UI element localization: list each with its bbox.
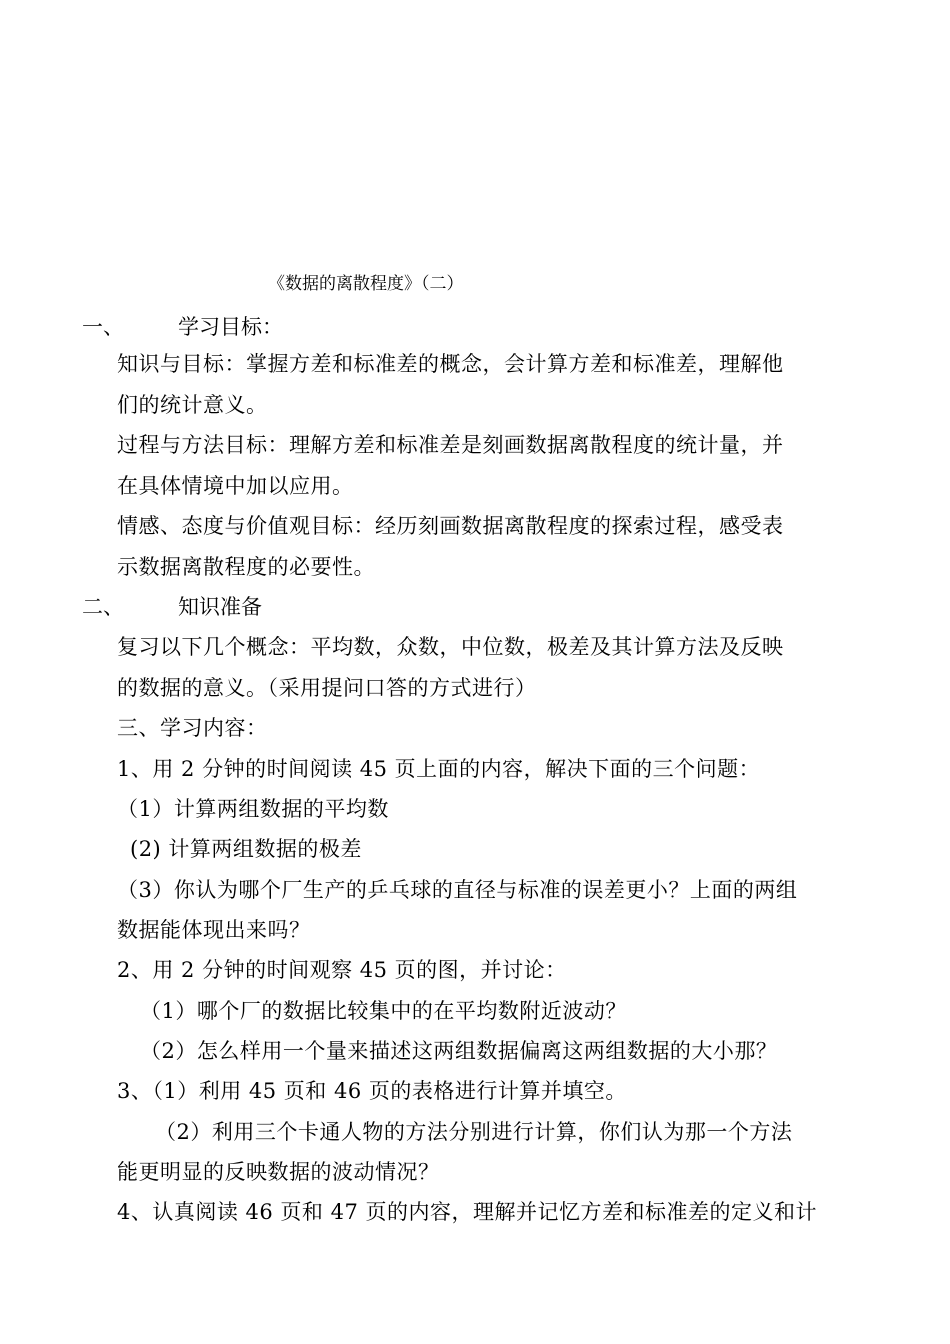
section1-heading: 学习目标： <box>178 315 283 339</box>
section3-line-9: 3、（1）利用 45 页和 46 页的表格进行计算并填空。 <box>117 1079 627 1103</box>
section3-line-1: 1、用 2 分钟的时间阅读 45 页上面的内容，解决下面的三个问题： <box>117 757 761 781</box>
section3-line-8: （2）怎么样用一个量来描述这两组数据偏离这两组数据的大小那？ <box>140 1039 778 1063</box>
section1-line-5: 情感、态度与价值观目标：经历刻画数据离散程度的探索过程，感受表 <box>117 514 784 538</box>
section3-line-11: 能更明显的反映数据的波动情况？ <box>117 1160 440 1184</box>
section3-line-4: （3）你认为哪个厂生产的乒乓球的直径与标准的误差更小？上面的两组 <box>117 878 798 902</box>
section3-heading: 三、学习内容： <box>117 716 268 740</box>
section1-number: 一、 <box>82 315 124 339</box>
section3-line-12: 4、认真阅读 46 页和 47 页的内容，理解并记忆方差和标准差的定义和计 <box>117 1200 818 1224</box>
section3-line-3: (2) 计算两组数据的极差 <box>130 837 362 861</box>
section2-number: 二、 <box>82 595 124 619</box>
section2-heading: 知识准备 <box>178 595 262 619</box>
section2-line-2: 的数据的意义。（采用提问口答的方式进行） <box>117 676 537 700</box>
section3-line-2: （1）计算两组数据的平均数 <box>117 797 389 821</box>
section3-line-6: 2、用 2 分钟的时间观察 45 页的图，并讨论： <box>117 958 567 982</box>
section1-line-1: 知识与目标：掌握方差和标准差的概念，会计算方差和标准差，理解他 <box>117 352 784 376</box>
document-title: 《数据的离散程度》（二） <box>268 274 464 294</box>
section1-line-2: 们的统计意义。 <box>117 393 268 417</box>
section1-line-6: 示数据离散程度的必要性。 <box>117 555 375 579</box>
section3-line-7: （1）哪个厂的数据比较集中的在平均数附近波动？ <box>140 999 627 1023</box>
section1-line-4: 在具体情境中加以应用。 <box>117 474 354 498</box>
section2-line-1: 复习以下几个概念：平均数，众数，中位数，极差及其计算方法及反映 <box>117 635 784 659</box>
section3-line-5: 数据能体现出来吗？ <box>117 918 311 942</box>
section1-line-3: 过程与方法目标：理解方差和标准差是刻画数据离散程度的统计量，并 <box>117 433 784 457</box>
section3-line-10: （2）利用三个卡通人物的方法分别进行计算，你们认为那一个方法 <box>155 1120 793 1144</box>
